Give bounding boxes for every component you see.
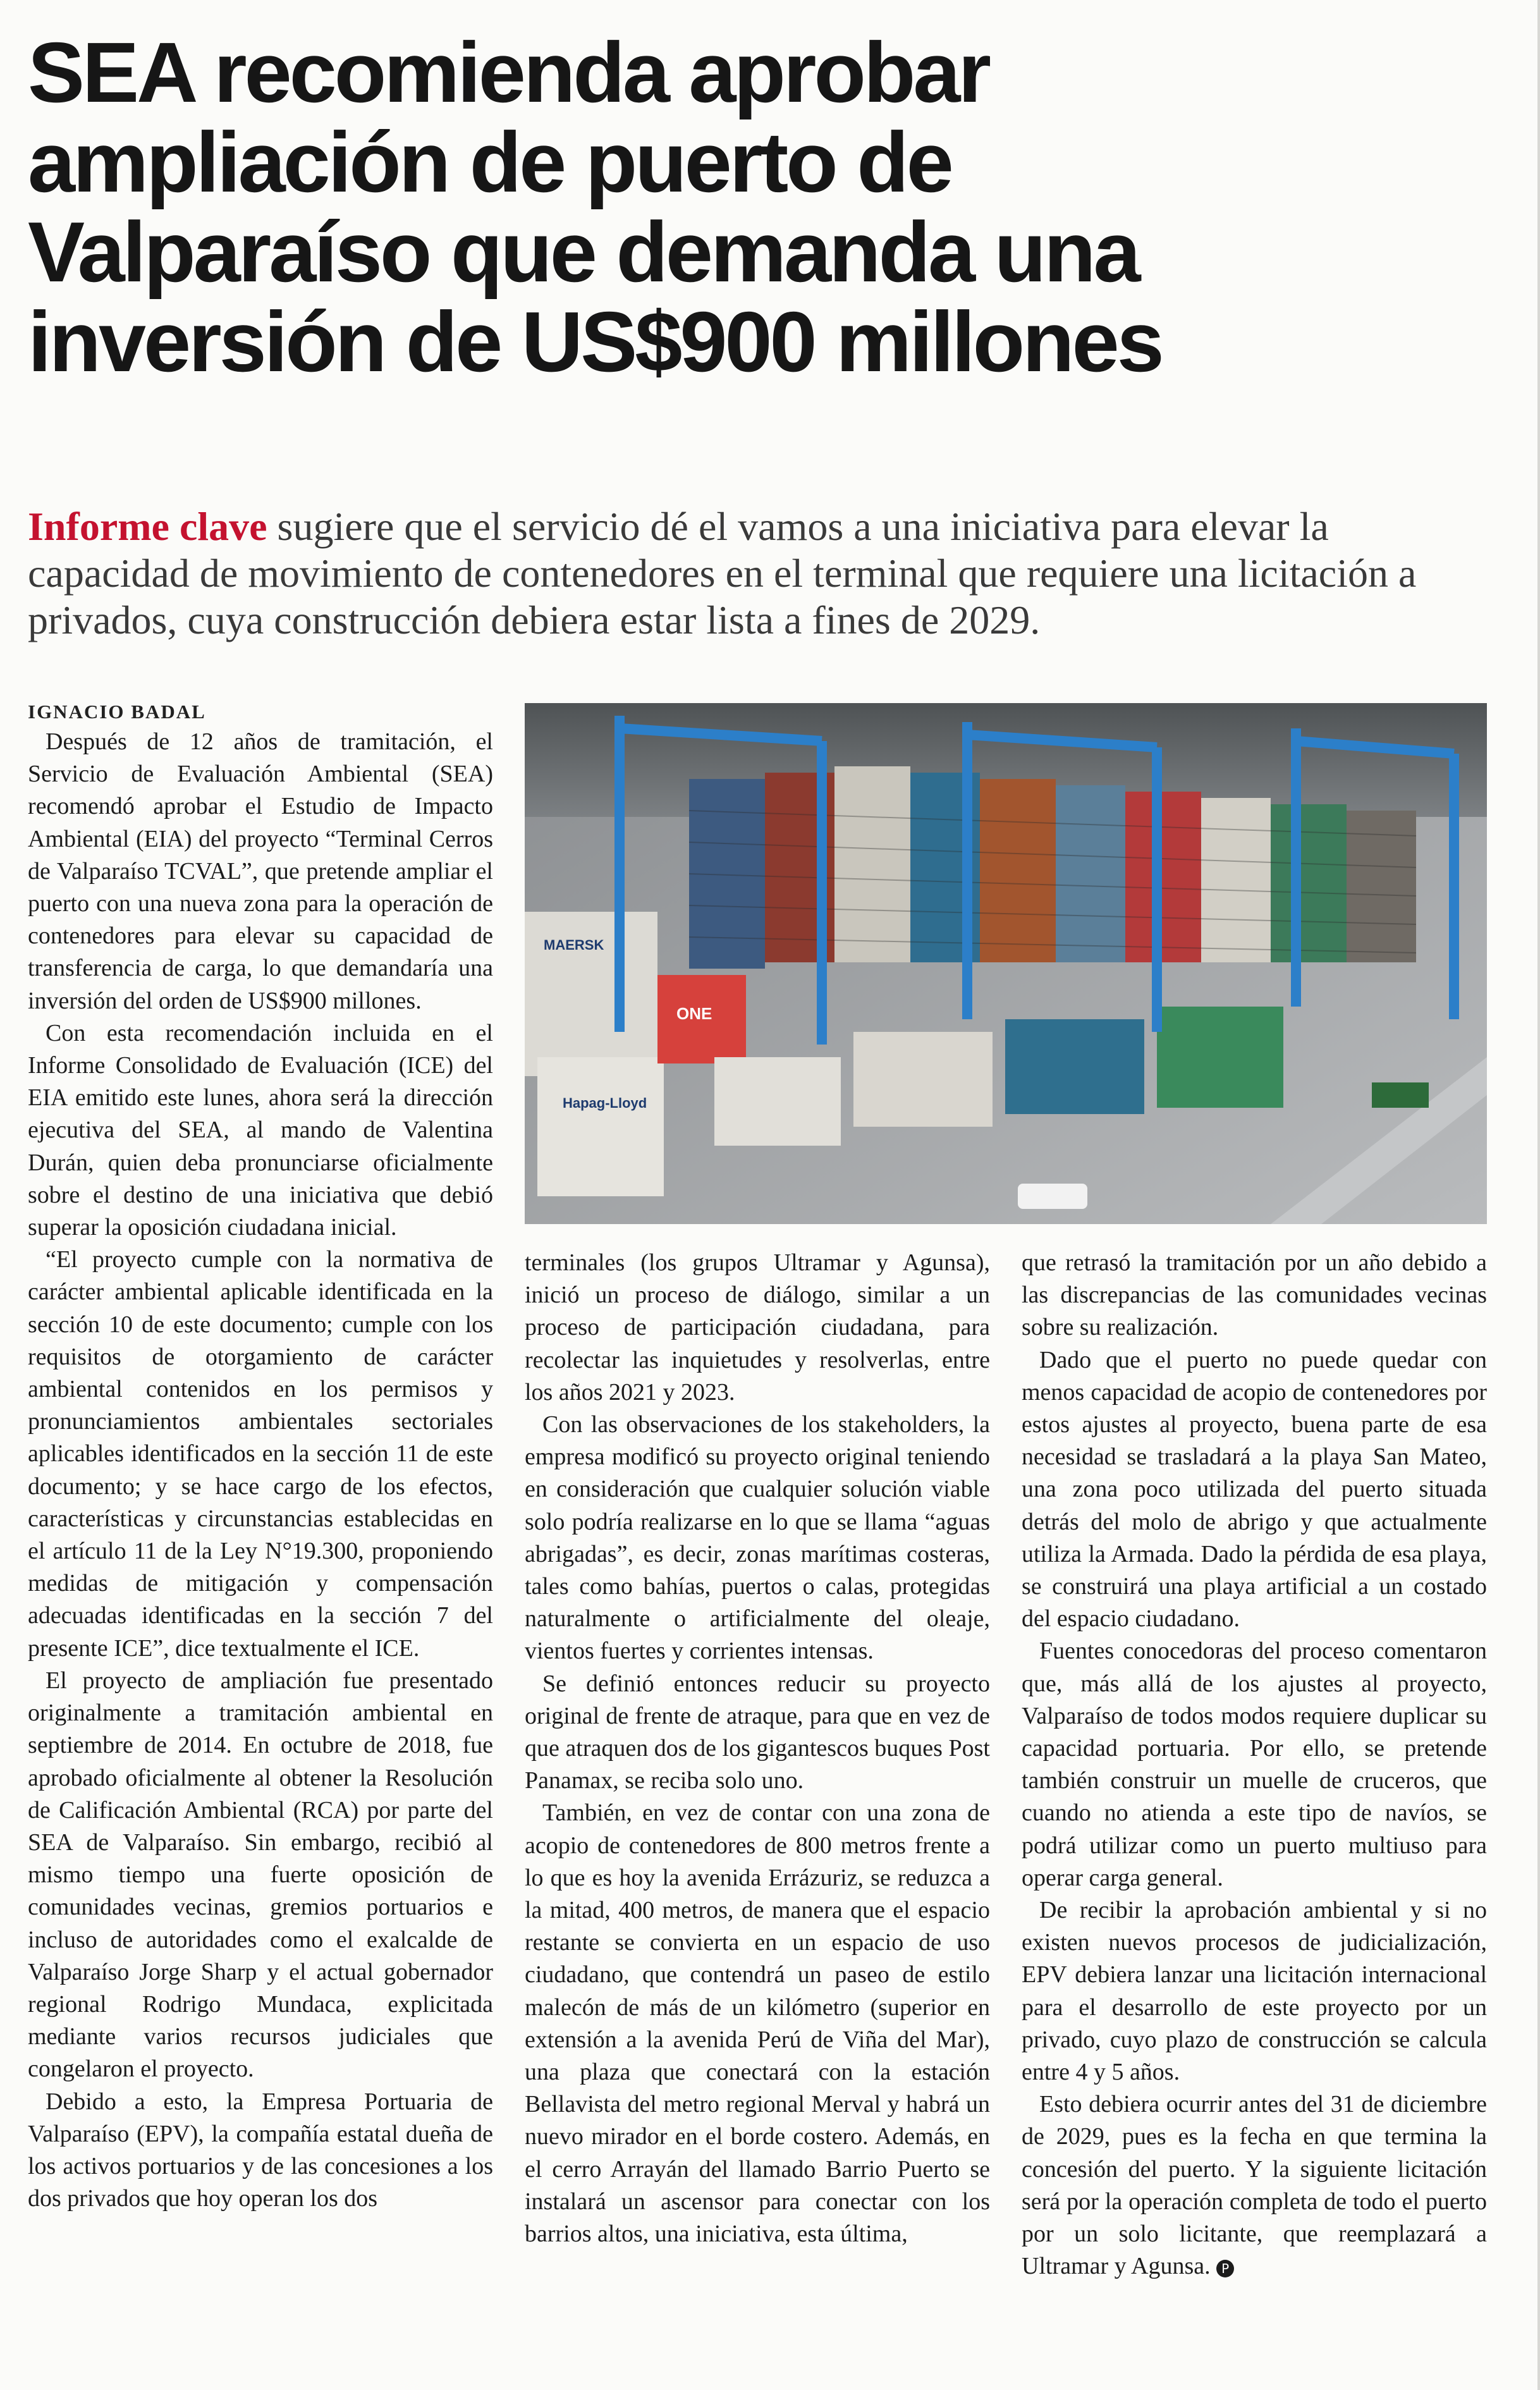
headline-line-3: Valparaíso que demanda una (28, 204, 1139, 300)
container-label-maersk: MAERSK (544, 937, 604, 953)
paragraph: Después de 12 años de tramitación, el Servicio de Evaluación Ambiental (SEA) recomendó aprobar el Estudio de Impacto Ambiental (EIA) del proyecto “Terminal Cerros de Valparaíso TCVAL”, que pretende ampliar el puerto con una nueva zona para la operación de contenedores para elevar su capacidad de transferencia de carga, lo que demandaría una inversión del orden de US$900 millones. (28, 728, 493, 1014)
paragraph: De recibir la aprobación ambiental y si no existen nuevos procesos de judicialización, EPV debiera lanzar una licitación internacional para el desarrollo de este proyecto por un privado, cuyo plazo de construcción se calcula entre 4 y 5 años. (1022, 1897, 1487, 2086)
paragraph-last (1022, 2088, 1487, 2283)
body-column-1 (28, 726, 493, 2215)
body-column-2 (525, 1247, 990, 2250)
paragraph: Se definió entonces reducir su proyecto original de frente de atraque, para que en vez de que atraquen dos de los gigantescos buques Post Panamax, se reciba solo uno. (525, 1670, 990, 1794)
paragraph: Con las observaciones de los stakeholders, la empresa modificó su proyecto original teniendo en consideración que cualquier solución viable solo podría realizarse en lo que se llama “aguas abrigadas”, es decir, zonas marítimas costeras, tales como bahías, puertos o calas, protegidas naturalmente o artificialmente del oleaje, vientos fuertes y corrientes intensas. (525, 1411, 990, 1665)
paragraph: “El proyecto cumple con la normativa de carácter ambiental aplicable identificada en la sección 10 de este documento; cumple con los requisitos de otorgamiento de carácter ambiental contenidos en los permisos y pronunciamientos ambientales sectoriales aplicables identificados en la sección 11 de este documento; y se hace cargo de los efectos, características y circunstancias establecidas en el artículo 11 de la Ley N°19.300, proponiendo medidas de mitigación y compensación adecuadas identificadas en la sección 7 del presente ICE”, dice textualmente el ICE. (28, 1246, 493, 1662)
paragraph: Con esta recomendación incluida en el Informe Consolidado de Evaluación (ICE) del EIA emitido este lunes, ahora será la dirección ejecutiva del SEA, al mando de Valentina Durán, quien deba pronunciarse oficialmente sobre el destino de una iniciativa que debió superar la oposición ciudadana inicial. (28, 1019, 493, 1241)
paragraph: Fuentes conocedoras del proceso comentaron que, más allá de los ajustes al proyecto, Valparaíso de todos modos requiere duplicar su capacidad portuaria. Por ello, se pretende también construir un muelle de cruceros, que cuando no atienda a este tipo de navíos, se podrá utilizar como un puerto multiuso para operar carga general. (1022, 1638, 1487, 1891)
subheadline (28, 503, 1482, 644)
paragraph: El proyecto de ampliación fue presentado originalmente a tramitación ambiental en septiembre de 2014. En octubre de 2018, fue aprobado oficialmente al obtener la Resolución de Calificación Ambiental (RCA) por parte del SEA de Valparaíso. Sin embargo, recibió al mismo tiempo una fuerte oposición de comunidades vecinas, gremios portuarios e incluso de autoridades como el exalcalde de Valparaíso Jorge Sharp y el actual gobernador regional Rodrigo Mundaca, explicitada mediante varios recursos judiciales que congelaron el proyecto. (28, 1667, 493, 2083)
container-terminal-illustration (525, 703, 1487, 1224)
headline-line-1: SEA recomienda aprobar (28, 25, 989, 120)
end-mark-icon: P (1216, 2260, 1234, 2277)
paragraph: terminales (los grupos Ultramar y Agunsa), inició un proceso de diálogo, similar a un proceso de participación ciudadana, para recolectar las inquietudes y resolverlas, entre los años 2021 y 2023. (525, 1249, 990, 1406)
body-column-3 (1022, 1247, 1487, 2283)
subhead-text: sugiere que el servicio dé el vamos a una iniciativa para elevar la capacidad de movimiento de contenedores en el terminal que requiere una licitación a privados, cuya construcción debiera estar lista a fines de 2029. (28, 504, 1417, 642)
headline-line-2: ampliación de puerto de (28, 114, 951, 210)
paragraph: Debido a esto, la Empresa Portuaria de Valparaíso (EPV), la compañía estatal dueña de los activos portuarios y de las concesiones a los dos privados que hoy operan los dos (28, 2088, 493, 2212)
paragraph: También, en vez de contar con una zona de acopio de contenedores de 800 metros frente a lo que es hoy la avenida Errázuriz, se reduzca a la mitad, 400 metros, de manera que el espacio restante se convierta en un espacio de uso ciudadano, que contendrá un paseo de estilo malecón de más de un kilómetro (superior en extensión a la avenida Perú de Viña del Mar), una plaza que conectará con la estación Bellavista del metro regional Merval y habrá un nuevo mirador en el borde costero. Además, en el cerro Arrayán del llamado Barrio Puerto se instalará un ascensor para conectar con los barrios altos, una iniciativa, esta última, (525, 1799, 990, 2248)
byline: IGNACIO BADAL (28, 701, 206, 723)
headline-line-4: inversión de US$900 millones (28, 294, 1162, 389)
subhead-kicker: Informe clave (28, 504, 267, 549)
paragraph: que retrasó la tramitación por un año debido a las discrepancias de las comunidades vecinas sobre su realización. (1022, 1249, 1487, 1341)
container-label-hapag: Hapag-Lloyd (563, 1095, 647, 1111)
container-label-one: ONE (676, 1004, 712, 1023)
headline (28, 25, 1501, 389)
paragraph: Dado que el puerto no puede quedar con menos capacidad de acopio de contenedores por estos ajustes al proyecto, buena parte de esa necesidad se trasladará a la playa San Mateo, una zona poco utilizada del puerto situada detrás del molo de abrigo y que actualmente utiliza la Armada. Dado la pérdida de esa playa, se construirá una playa artificial a un costado del espacio ciudadano. (1022, 1346, 1487, 1633)
paragraph-text: Esto debiera ocurrir antes del 31 de diciembre de 2029, pues es la fecha en que termina la concesión del puerto. Y la siguiente licitación será por la operación completa de todo el puerto por un solo licitante, que reemplazará a Ultramar y Agunsa. (1022, 2091, 1487, 2280)
road-sign (1372, 1082, 1429, 1108)
page-edge-rule (1537, 0, 1540, 2390)
port-container-photo (525, 703, 1487, 1224)
pickup-truck (1018, 1184, 1087, 1209)
